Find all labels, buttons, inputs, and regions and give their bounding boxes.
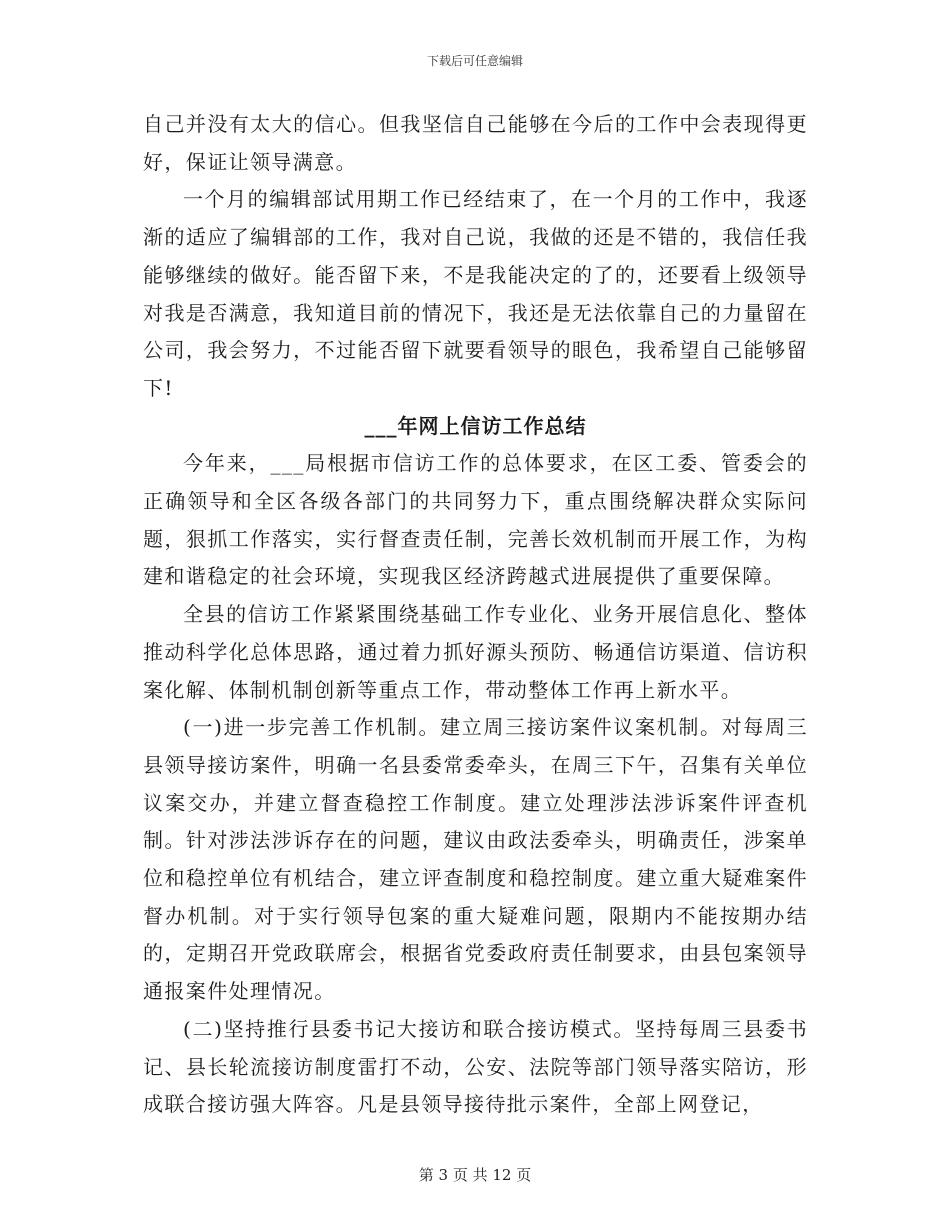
paragraph-continuation: 自己并没有太大的信心。但我坚信自己能够在今后的工作中会表现得更好，保证让领导满意。	[143, 112, 808, 174]
page-number: 第 3 页 共 12 页	[418, 1166, 532, 1184]
page-header-note: 下载后可任意编辑	[426, 54, 523, 68]
paragraph: 全县的信访工作紧紧围绕基础工作专业化、业务开展信息化、整体推动科学化总体思路，通过着力抓好源头预防、畅通信访渠道、信访积案化解、体制机制创新等重点工作，带动整体工作再上新水平。	[143, 602, 808, 702]
paragraph: 一个月的编辑部试用期工作已经结束了，在一个月的工作中，我逐渐的适应了编辑部的工作，我对自己说，我做的还是不错的，我信任我能够继续的做好。能否留下来，不是我能决定的了的，还要看上级领导对我是否满意，我知道目前的情况下，我还是无法依靠自己的力量留在公司，我会努力，不过能否留下就要看领导的眼色，我希望自己能够留下!	[143, 187, 808, 400]
paragraph: 今年来，___局根据市信访工作的总体要求，在区工委、管委会的正确领导和全区各级各部门的共同努力下，重点围绕解决群众实际问题，狠抓工作落实，实行督查责任制，完善长效机制而开展工作，为构建和谐稳定的社会环境，实现我区经济跨越式进展提供了重要保障。	[143, 451, 808, 589]
paragraph: (二)坚持推行县委书记大接访和联合接访模式。坚持每周三县委书记、县长轮流接访制度雷打不动，公安、法院等部门领导落实陪访，形成联合接访强大阵容。凡是县领导接待批示案件，全部上网登记，	[143, 1016, 808, 1117]
paragraph: (一)进一步完善工作机制。建立周三接访案件议案机制。对每周三县领导接访案件，明确一名县委常委牵头，在周三下午，召集有关单位议案交办，并建立督查稳控工作制度。建立处理涉法涉诉案件评查机制。针对涉法涉诉存在的问题，建议由政法委牵头，明确责任，涉案单位和稳控单位有机结合，建立评查制度和稳控制度。建立重大疑难案件督办机制。对于实行领导包案的重大疑难问题，限期内不能按期办结的，定期召开党政联席会，根据省党委政府责任制要求，由县包案领导通报案件处理情况。	[143, 715, 808, 1004]
document-body	[143, 106, 808, 1124]
document-title: ___年网上信访工作总结	[364, 413, 587, 438]
